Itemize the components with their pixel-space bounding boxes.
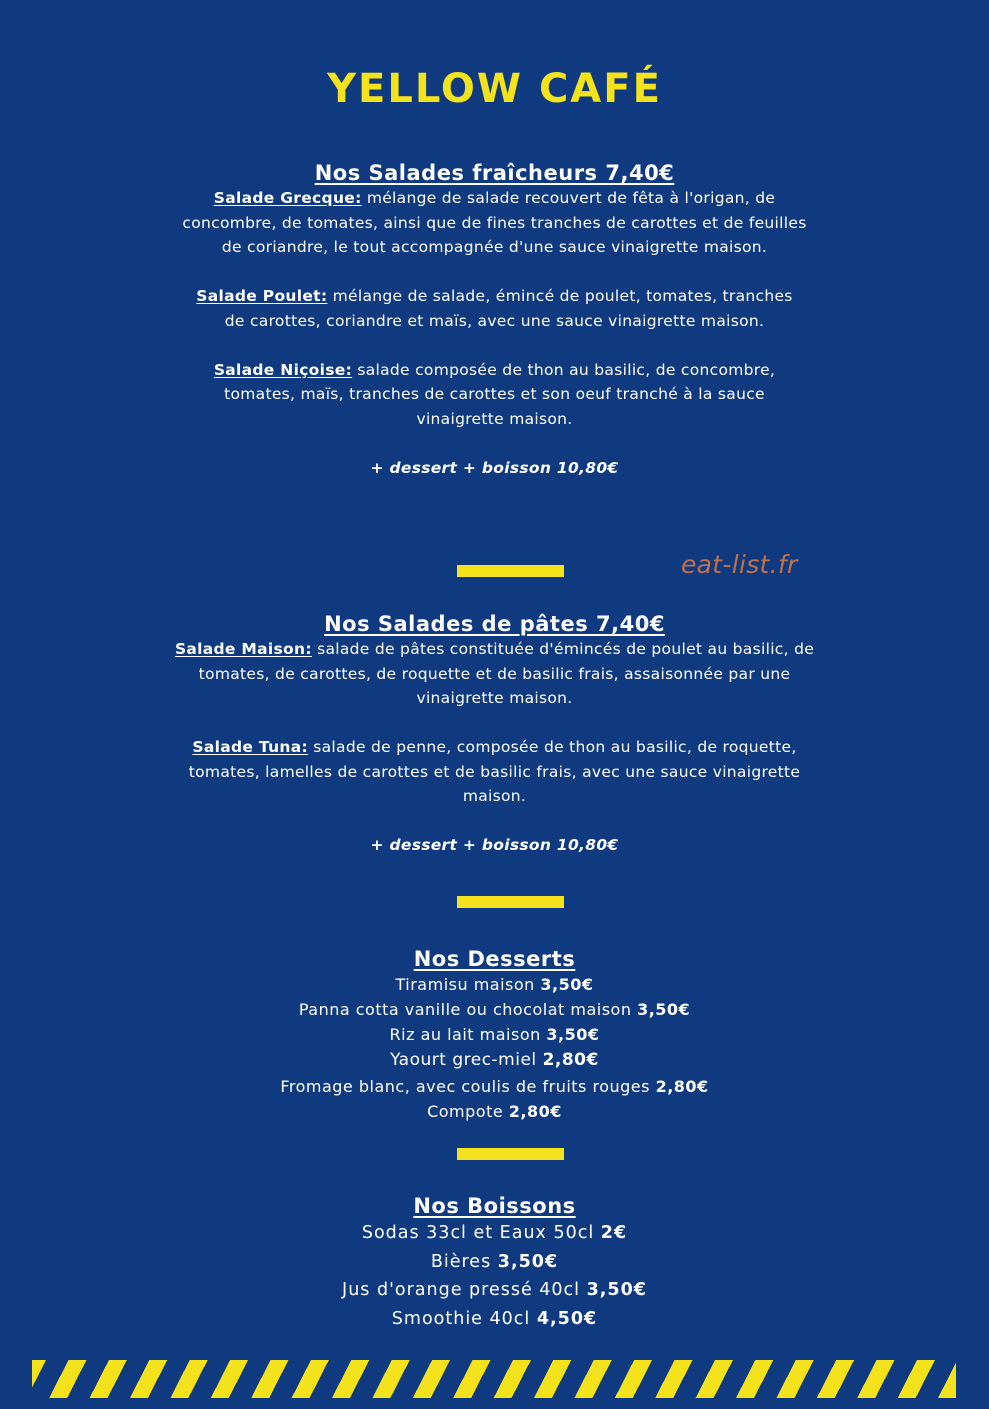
item-price: 2,80€	[508, 1102, 562, 1121]
menu-item	[185, 284, 805, 333]
combo-offer: + dessert + boisson 10,80€	[370, 458, 619, 477]
item-price: 3,50€	[497, 1251, 559, 1272]
item-price: 3,50€	[586, 1280, 647, 1300]
section-desserts	[0, 946, 989, 1124]
section-boissons	[0, 1193, 989, 1333]
yellow-divider	[457, 896, 564, 908]
item-description: mélange de salade, émincé de poulet, tomates, tranches de carottes, coriandre et maïs, avec une sauce vinaigrette maison.	[224, 287, 793, 330]
list-item	[0, 972, 989, 997]
item-name: Riz au lait maison	[389, 1025, 547, 1044]
page-title: YELLOW CAFÉ	[327, 66, 662, 112]
item-name: Salade Grecque:	[213, 189, 362, 207]
item-name: Sodas 33cl et Eaux 50cl	[361, 1223, 601, 1243]
list-item	[0, 1276, 989, 1305]
section-heading: Nos Salades fraîcheurs 7,40€	[314, 161, 675, 185]
menu-item	[175, 637, 815, 711]
item-description: salade de penne, composée de thon au basilic, de roquette, tomates, lamelles de carottes et de basilic frais, avec une sauce vinaigrette maison.	[188, 738, 801, 805]
item-name: Compote	[427, 1102, 509, 1121]
list-item	[0, 1248, 989, 1277]
item-name: Smoothie 40cl	[391, 1308, 537, 1329]
combo-offer: + dessert + boisson 10,80€	[370, 836, 619, 854]
item-name: Jus d'orange pressé 40cl	[342, 1280, 587, 1300]
section-salades-fraicheurs	[0, 160, 989, 480]
menu-item	[175, 186, 815, 260]
item-name: Tiramisu maison	[395, 975, 541, 994]
list-item	[0, 1099, 989, 1124]
list-item	[0, 1219, 989, 1248]
section-heading: Nos Desserts	[413, 947, 576, 971]
item-price: 3,50€	[546, 1025, 600, 1044]
hazard-stripe-footer	[32, 1360, 956, 1398]
section-heading: Nos Salades de pâtes 7,40€	[324, 612, 665, 636]
item-name: Salade Niçoise:	[213, 360, 353, 379]
item-name: Salade Poulet:	[196, 287, 328, 305]
item-description: mélange de salade recouvert de fêta à l'origan, de concombre, de tomates, ainsi que de fines tranches de carottes et de feuilles de coriandre, le tout accompagnée d'une sauce vinaigrette maison.	[182, 189, 807, 256]
list-item	[0, 1305, 989, 1334]
list-item	[0, 1047, 989, 1074]
item-price: 2,80€	[655, 1077, 709, 1096]
list-item	[0, 1022, 989, 1047]
item-description: salade de pâtes constituée d'émincés de poulet au basilic, de tomates, de carottes, de roquette et de basilic frais, assaisonnée par une vinaigrette maison.	[198, 640, 815, 707]
item-name: Panna cotta vanille ou chocolat maison	[298, 1000, 638, 1019]
list-item	[0, 1074, 989, 1099]
item-name: Salade Tuna:	[192, 738, 309, 756]
item-price: 2€	[600, 1223, 628, 1243]
item-name: Fromage blanc, avec coulis de fruits rouges	[280, 1077, 656, 1096]
item-price: 3,50€	[540, 975, 594, 994]
item-name: Salade Maison:	[174, 640, 312, 658]
menu-item	[195, 358, 795, 432]
list-item	[0, 997, 989, 1022]
yellow-divider	[457, 1148, 564, 1160]
item-name: Bières	[430, 1251, 498, 1272]
section-salades-pates	[0, 611, 989, 857]
item-name: Yaourt grec-miel	[390, 1050, 543, 1070]
yellow-divider	[457, 565, 564, 577]
item-price: 4,50€	[536, 1308, 598, 1329]
item-price: 3,50€	[637, 1000, 691, 1019]
watermark: eat-list.fr	[681, 550, 798, 579]
item-description: salade composée de thon au basilic, de concombre, tomates, maïs, tranches de carottes et son oeuf tranché à la sauce vinaigrette maison.	[224, 360, 776, 428]
item-price: 2,80€	[542, 1050, 599, 1070]
section-heading: Nos Boissons	[413, 1194, 576, 1218]
menu-item	[175, 735, 815, 809]
